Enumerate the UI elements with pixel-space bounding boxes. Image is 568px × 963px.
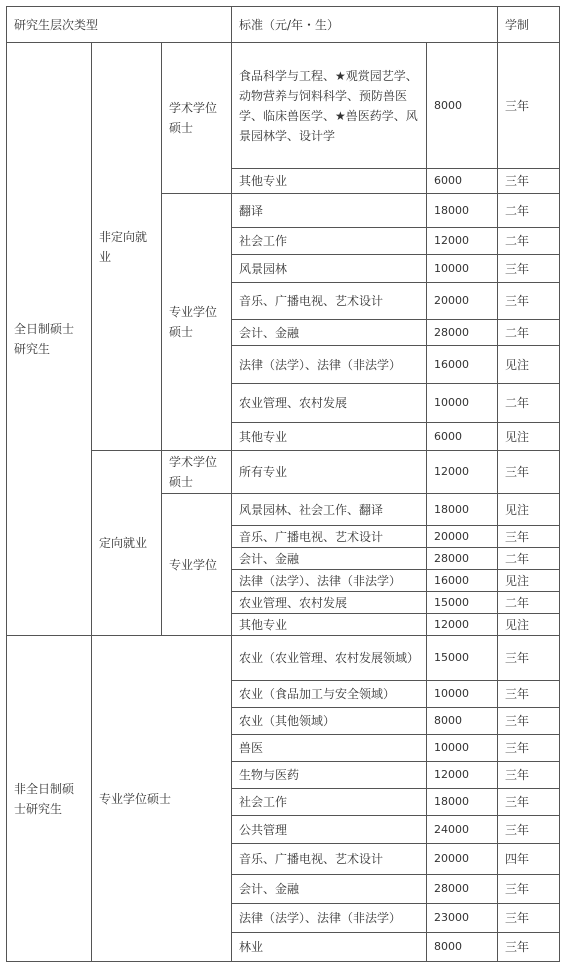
fee-cell: 15000 <box>427 636 498 681</box>
fee-cell: 10000 <box>427 681 498 708</box>
duration-cell: 二年 <box>498 194 560 228</box>
fee-cell: 23000 <box>427 904 498 933</box>
major-cell: 翻译 <box>232 194 427 228</box>
fee-cell: 8000 <box>427 933 498 962</box>
fee-cell: 24000 <box>427 816 498 844</box>
major-cell: 公共管理 <box>232 816 427 844</box>
duration-cell: 见注 <box>498 494 560 526</box>
major-cell: 风景园林、社会工作、翻译 <box>232 494 427 526</box>
major-cell: 会计、金融 <box>232 875 427 904</box>
major-cell: 农业管理、农村发展 <box>232 384 427 423</box>
table-row <box>7 43 560 169</box>
major-cell: 音乐、广播电视、艺术设计 <box>232 844 427 875</box>
major-cell: 社会工作 <box>232 228 427 255</box>
parttime-professional-label: 专业学位硕士 <box>92 636 232 962</box>
duration-cell: 三年 <box>498 169 560 194</box>
major-cell: 会计、金融 <box>232 320 427 346</box>
table-row <box>7 636 560 681</box>
duration-cell: 三年 <box>498 636 560 681</box>
fulltime-label: 全日制硕士研究生 <box>7 43 92 636</box>
duration-cell: 四年 <box>498 844 560 875</box>
major-cell: 农业（其他领域） <box>232 708 427 735</box>
duration-cell: 二年 <box>498 548 560 570</box>
major-cell: 社会工作 <box>232 789 427 816</box>
duration-cell: 三年 <box>498 904 560 933</box>
duration-cell: 三年 <box>498 762 560 789</box>
major-cell: 农业（农业管理、农村发展领域） <box>232 636 427 681</box>
fee-cell: 28000 <box>427 875 498 904</box>
major-cell: 所有专业 <box>232 451 427 494</box>
major-cell: 法律（法学）、法律（非法学） <box>232 570 427 592</box>
major-cell: 音乐、广播电视、艺术设计 <box>232 526 427 548</box>
fee-cell: 12000 <box>427 762 498 789</box>
major-cell: 生物与医药 <box>232 762 427 789</box>
header-standard: 标准（元/年・生） <box>232 7 498 43</box>
fee-cell: 18000 <box>427 789 498 816</box>
major-cell: 食品科学与工程、★观赏园艺学、动物营养与饲料科学、预防兽医学、临床兽医学、★兽医药学、风景园林学、设计学 <box>232 43 427 169</box>
major-cell: 音乐、广播电视、艺术设计 <box>232 283 427 320</box>
duration-cell: 三年 <box>498 681 560 708</box>
duration-cell: 三年 <box>498 526 560 548</box>
fee-cell: 16000 <box>427 570 498 592</box>
header-duration: 学制 <box>498 7 560 43</box>
fee-cell: 28000 <box>427 320 498 346</box>
fee-cell: 6000 <box>427 169 498 194</box>
fee-cell: 12000 <box>427 451 498 494</box>
major-cell: 其他专业 <box>232 614 427 636</box>
tuition-table <box>6 6 560 962</box>
duration-cell: 三年 <box>498 933 560 962</box>
duration-cell: 二年 <box>498 320 560 346</box>
duration-cell: 见注 <box>498 346 560 384</box>
nondirected-label: 非定向就业 <box>92 43 162 451</box>
fee-cell: 18000 <box>427 194 498 228</box>
fee-cell: 10000 <box>427 255 498 283</box>
fee-cell: 8000 <box>427 43 498 169</box>
professional-label: 专业学位 <box>162 494 232 636</box>
fee-cell: 20000 <box>427 283 498 320</box>
fee-cell: 8000 <box>427 708 498 735</box>
major-cell: 其他专业 <box>232 423 427 451</box>
duration-cell: 三年 <box>498 789 560 816</box>
duration-cell: 三年 <box>498 735 560 762</box>
major-cell: 会计、金融 <box>232 548 427 570</box>
fee-cell: 16000 <box>427 346 498 384</box>
duration-cell: 见注 <box>498 570 560 592</box>
duration-cell: 二年 <box>498 384 560 423</box>
duration-cell: 三年 <box>498 875 560 904</box>
duration-cell: 三年 <box>498 283 560 320</box>
professional-label: 专业学位硕士 <box>162 194 232 451</box>
duration-cell: 三年 <box>498 451 560 494</box>
header-type: 研究生层次类型 <box>7 7 232 43</box>
duration-cell: 三年 <box>498 816 560 844</box>
duration-cell: 见注 <box>498 423 560 451</box>
major-cell: 农业（食品加工与安全领域） <box>232 681 427 708</box>
duration-cell: 三年 <box>498 43 560 169</box>
table-row <box>7 7 560 43</box>
major-cell: 其他专业 <box>232 169 427 194</box>
major-cell: 兽医 <box>232 735 427 762</box>
duration-cell: 二年 <box>498 228 560 255</box>
major-cell: 农业管理、农村发展 <box>232 592 427 614</box>
fee-cell: 10000 <box>427 384 498 423</box>
duration-cell: 见注 <box>498 614 560 636</box>
fee-cell: 28000 <box>427 548 498 570</box>
major-cell: 法律（法学）、法律（非法学） <box>232 346 427 384</box>
duration-cell: 三年 <box>498 255 560 283</box>
fee-cell: 6000 <box>427 423 498 451</box>
major-cell: 风景园林 <box>232 255 427 283</box>
fee-cell: 12000 <box>427 614 498 636</box>
major-cell: 林业 <box>232 933 427 962</box>
fee-cell: 20000 <box>427 844 498 875</box>
fee-cell: 12000 <box>427 228 498 255</box>
fee-cell: 20000 <box>427 526 498 548</box>
fee-cell: 15000 <box>427 592 498 614</box>
academic-label: 学术学位硕士 <box>162 451 232 494</box>
directed-label: 定向就业 <box>92 451 162 636</box>
fee-cell: 10000 <box>427 735 498 762</box>
parttime-label: 非全日制硕士研究生 <box>7 636 92 962</box>
duration-cell: 三年 <box>498 708 560 735</box>
duration-cell: 二年 <box>498 592 560 614</box>
major-cell: 法律（法学）、法律（非法学） <box>232 904 427 933</box>
fee-cell: 18000 <box>427 494 498 526</box>
academic-label: 学术学位硕士 <box>162 43 232 194</box>
